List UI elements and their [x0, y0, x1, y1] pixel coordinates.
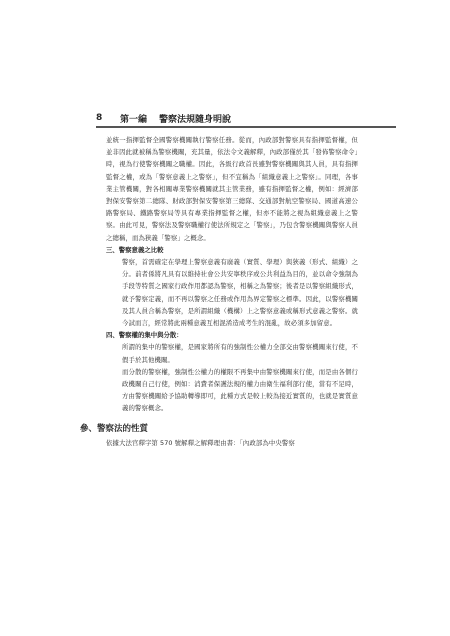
closing-paragraph: 依據大法官釋字第 570 號解釋之解釋理由書：「內政部為中央警察	[106, 438, 295, 447]
section-4-text-1: 所謂的集中的警察權，是國家將所有的強制性公權力全部交由警察機關來行使，不假手於其他機關。	[122, 343, 358, 364]
section-4-heading: 四、警察權的集中與分散：	[106, 331, 183, 340]
chapter-label: 第一編	[120, 114, 148, 125]
page-body	[80, 134, 358, 449]
section-4-text-2: 而分散的警察權，強制性公權力的權限不再集中由警察機關來行使，而是由各個行政機關自己行使，例如：消費者保護法規的權力由衛生福利部行使，當有不足時，方由警察機關給予協助轉導即可，此種方式是較上較為接近實質的，也就是實質意義的警察概念。	[122, 367, 358, 413]
paragraph-1: 並統一指揮監督全國警察機關執行警察任務。從而，內政部對警察具有指揮監督權，但並非因此就被稱為警察機關，充其量，依法令文義解釋，內政部僅於其「發佈警察命令」時，視為行使警察機關之職權。因此，各級行政首長雖對警察機關與其人員，具有指揮監督之權，或為「警察意義上之警察」，但不宜稱為「組織意義上之警察」。同理，各事業主管機關，對各相關專業警察機關就其主管業務，雖有指揮監督之權，例如：經濟部對保安警察第二總隊、財政部對保安警察第三總隊、交通部對航空警察局、國道高速公路警察局、鐵路警察局等具有專業指揮監督之權，但亦不能將之視為組織意義上之警察。由此可見，警察法及警察職權行使法所規定之「警察」，乃包含警察機關與警察人員之總稱，而為狹義「警察」之概念。	[106, 136, 358, 242]
section-3-text: 警察，首需確定在學理上警察意義有廣義（實質、學理）與狹義（形式、組織）之分。前者係將凡具有以維持社會公共安寧秩序或公共利益為目的，並以命令強制為手段等特質之國家行政作用都認為警察，相稱之為警察；後者是以警察組織形式，就予警察定義，而不再以警察之任務或作用為界定警察之標準。因此，以警察機關及其人員合稱為警察，是所謂組織（機構）上之警察意義或稱形式意義之警察。就今試而言，經常將此兩種意義互相混淆造成考生的混亂，故必須多加留意。	[122, 258, 358, 328]
running-header	[96, 111, 396, 125]
section-3-heading: 三、警察意義之比較	[106, 245, 164, 254]
header-rule	[96, 126, 396, 128]
chapter-section-heading: 參、警察法的性質	[80, 423, 149, 434]
page-number: 8	[96, 113, 103, 123]
book-title: 警察法規隨身明說	[159, 114, 232, 125]
